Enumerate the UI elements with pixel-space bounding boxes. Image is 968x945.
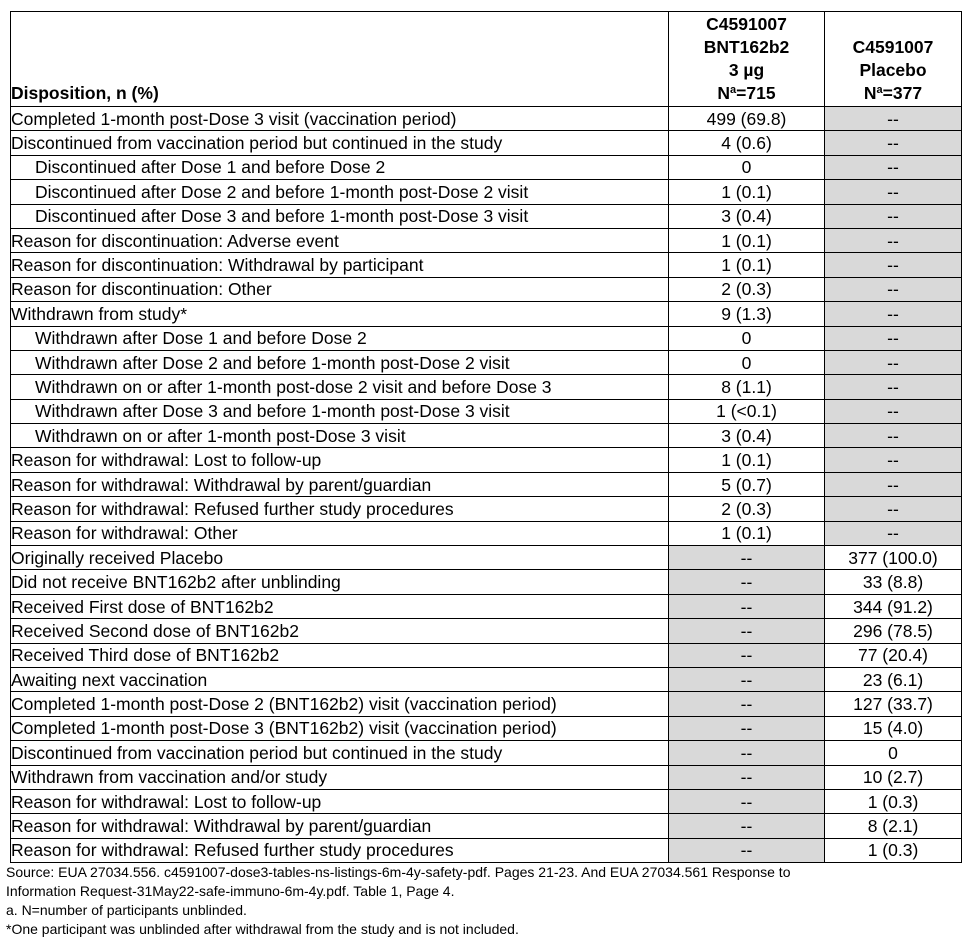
row-label: Reason for withdrawal: Lost to follow-up — [11, 448, 669, 472]
table-row — [11, 546, 962, 570]
placebo-value: 15 (4.0) — [825, 716, 962, 740]
header-bnt-n-value: =715 — [736, 83, 776, 103]
table-row — [11, 619, 962, 643]
row-label: Did not receive BNT162b2 after unblinding — [11, 570, 669, 594]
header-bnt-dose: 3 µg — [728, 60, 765, 80]
table-row — [11, 570, 962, 594]
placebo-value: 0 — [825, 741, 962, 765]
row-label: Reason for discontinuation: Other — [11, 277, 669, 301]
table-row — [11, 277, 962, 301]
bnt162b2-value: 0 — [669, 326, 825, 350]
bnt162b2-value: -- — [669, 692, 825, 716]
table-row — [11, 375, 962, 399]
row-label: Received Third dose of BNT162b2 — [11, 643, 669, 667]
table-row — [11, 521, 962, 545]
row-label: Withdrawn after Dose 3 and before 1-month post-Dose 3 visit — [11, 399, 669, 423]
row-label: Reason for withdrawal: Refused further study procedures — [11, 838, 669, 862]
row-label: Awaiting next vaccination — [11, 667, 669, 691]
placebo-value: -- — [825, 399, 962, 423]
table-row — [11, 594, 962, 618]
table-row — [11, 814, 962, 838]
row-label: Reason for withdrawal: Lost to follow-up — [11, 789, 669, 813]
bnt162b2-value: -- — [669, 789, 825, 813]
table-row — [11, 448, 962, 472]
bnt162b2-value: 9 (1.3) — [669, 302, 825, 326]
bnt162b2-value: -- — [669, 546, 825, 570]
placebo-value: 296 (78.5) — [825, 619, 962, 643]
row-label: Withdrawn after Dose 1 and before Dose 2 — [11, 326, 669, 350]
row-label: Discontinued from vaccination period but continued in the study — [11, 131, 669, 155]
placebo-value: 33 (8.8) — [825, 570, 962, 594]
placebo-value: -- — [825, 472, 962, 496]
bnt162b2-value: 5 (0.7) — [669, 472, 825, 496]
row-label: Reason for withdrawal: Withdrawal by parent/guardian — [11, 814, 669, 838]
bnt162b2-value: 4 (0.6) — [669, 131, 825, 155]
table-row — [11, 838, 962, 862]
header-placebo-study: C4591007 — [852, 37, 934, 57]
placebo-value: 127 (33.7) — [825, 692, 962, 716]
table-row — [11, 716, 962, 740]
placebo-value: -- — [825, 424, 962, 448]
table-row — [11, 204, 962, 228]
bnt162b2-value: -- — [669, 619, 825, 643]
row-label: Reason for withdrawal: Withdrawal by parent/guardian — [11, 472, 669, 496]
bnt162b2-value: -- — [669, 838, 825, 862]
table-row — [11, 472, 962, 496]
row-label: Reason for withdrawal: Other — [11, 521, 669, 545]
bnt162b2-value: 1 (0.1) — [669, 180, 825, 204]
bnt162b2-value: 0 — [669, 155, 825, 179]
placebo-value: 377 (100.0) — [825, 546, 962, 570]
placebo-value: -- — [825, 253, 962, 277]
row-label: Completed 1-month post-Dose 3 visit (vaccination period) — [11, 107, 669, 131]
header-bnt-n: N — [717, 83, 731, 103]
bnt162b2-value: -- — [669, 594, 825, 618]
table-row — [11, 302, 962, 326]
table-row — [11, 131, 962, 155]
bnt162b2-value: 1 (0.1) — [669, 448, 825, 472]
row-label: Originally received Placebo — [11, 546, 669, 570]
bnt162b2-value: -- — [669, 643, 825, 667]
table-row — [11, 741, 962, 765]
placebo-value: 77 (20.4) — [825, 643, 962, 667]
row-label: Discontinued from vaccination period but continued in the study — [11, 741, 669, 765]
table-row — [11, 399, 962, 423]
header-bnt-study: C4591007 — [706, 14, 787, 34]
table-row — [11, 107, 962, 131]
row-label: Withdrawn on or after 1-month post-Dose 3 visit — [11, 424, 669, 448]
disposition-table — [10, 11, 962, 863]
row-label: Reason for discontinuation: Adverse event — [11, 228, 669, 252]
bnt162b2-value: 1 (<0.1) — [669, 399, 825, 423]
table-row — [11, 667, 962, 691]
placebo-value: 23 (6.1) — [825, 667, 962, 691]
bnt162b2-value: -- — [669, 716, 825, 740]
row-label: Completed 1-month post-Dose 3 (BNT162b2) visit (vaccination period) — [11, 716, 669, 740]
placebo-value: 1 (0.3) — [825, 789, 962, 813]
table-header-row — [11, 12, 962, 107]
row-label: Completed 1-month post-Dose 2 (BNT162b2) visit (vaccination period) — [11, 692, 669, 716]
header-placebo-product: Placebo — [859, 60, 927, 80]
placebo-value: -- — [825, 350, 962, 374]
table-row — [11, 765, 962, 789]
header-bnt-product: BNT162b2 — [703, 37, 790, 57]
bnt162b2-value: 1 (0.1) — [669, 228, 825, 252]
source-note-line-2: Information Request-31May22-safe-immuno-6m-4y.pdf. Table 1, Page 4. — [6, 883, 455, 899]
bnt162b2-value: -- — [669, 570, 825, 594]
row-label: Reason for withdrawal: Refused further study procedures — [11, 497, 669, 521]
table-row — [11, 180, 962, 204]
placebo-value: 10 (2.7) — [825, 765, 962, 789]
header-disposition: Disposition, n (%) — [11, 12, 669, 107]
placebo-value: -- — [825, 448, 962, 472]
table-row — [11, 692, 962, 716]
header-bnt-n-sup: a — [730, 84, 737, 96]
row-label: Withdrawn from vaccination and/or study — [11, 765, 669, 789]
bnt162b2-value: 8 (1.1) — [669, 375, 825, 399]
placebo-value: -- — [825, 155, 962, 179]
row-label: Received Second dose of BNT162b2 — [11, 619, 669, 643]
placebo-value: -- — [825, 497, 962, 521]
row-label: Discontinued after Dose 2 and before 1-month post-Dose 2 visit — [11, 180, 669, 204]
placebo-value: -- — [825, 521, 962, 545]
header-placebo-n-sup: a — [876, 84, 883, 96]
footnote-star: *One participant was unblinded after withdrawal from the study and is not included. — [6, 921, 519, 937]
placebo-value: 1 (0.3) — [825, 838, 962, 862]
bnt162b2-value: 2 (0.3) — [669, 277, 825, 301]
bnt162b2-value: 1 (0.1) — [669, 253, 825, 277]
footnote-a: a. N=number of participants unblinded. — [6, 902, 247, 918]
placebo-value: -- — [825, 107, 962, 131]
table-row — [11, 326, 962, 350]
table-row — [11, 789, 962, 813]
placebo-value: -- — [825, 228, 962, 252]
bnt162b2-value: -- — [669, 667, 825, 691]
row-label: Received First dose of BNT162b2 — [11, 594, 669, 618]
table-row — [11, 643, 962, 667]
bnt162b2-value: -- — [669, 814, 825, 838]
source-note-line-1: Source: EUA 27034.556. c4591007-dose3-tables-ns-listings-6m-4y-safety-pdf. Pages 21-23. And EUA 27034.561 Response to — [6, 864, 791, 880]
row-label: Withdrawn from study* — [11, 302, 669, 326]
bnt162b2-value: 499 (69.8) — [669, 107, 825, 131]
header-placebo-n: N — [863, 83, 877, 103]
header-placebo-n-value: =377 — [882, 83, 923, 103]
row-label: Discontinued after Dose 3 and before 1-month post-Dose 3 visit — [11, 204, 669, 228]
placebo-value: -- — [825, 302, 962, 326]
row-label: Discontinued after Dose 1 and before Dose 2 — [11, 155, 669, 179]
bnt162b2-value: -- — [669, 765, 825, 789]
bnt162b2-value: 3 (0.4) — [669, 204, 825, 228]
placebo-value: -- — [825, 204, 962, 228]
bnt162b2-value: 2 (0.3) — [669, 497, 825, 521]
placebo-value: 344 (91.2) — [825, 594, 962, 618]
bnt162b2-value: 1 (0.1) — [669, 521, 825, 545]
placebo-value: 8 (2.1) — [825, 814, 962, 838]
bnt162b2-value: 0 — [669, 350, 825, 374]
bnt162b2-value: -- — [669, 741, 825, 765]
row-label: Withdrawn after Dose 2 and before 1-month post-Dose 2 visit — [11, 350, 669, 374]
table-row — [11, 350, 962, 374]
row-label: Reason for discontinuation: Withdrawal by participant — [11, 253, 669, 277]
placebo-value: -- — [825, 375, 962, 399]
placebo-value: -- — [825, 180, 962, 204]
row-label: Withdrawn on or after 1-month post-dose 2 visit and before Dose 3 — [11, 375, 669, 399]
table-row — [11, 497, 962, 521]
bnt162b2-value: 3 (0.4) — [669, 424, 825, 448]
header-placebo — [825, 12, 962, 107]
table-row — [11, 253, 962, 277]
placebo-value: -- — [825, 131, 962, 155]
table-row — [11, 424, 962, 448]
placebo-value: -- — [825, 326, 962, 350]
header-bnt162b2 — [669, 12, 825, 107]
table-row — [11, 228, 962, 252]
table-row — [11, 155, 962, 179]
placebo-value: -- — [825, 277, 962, 301]
